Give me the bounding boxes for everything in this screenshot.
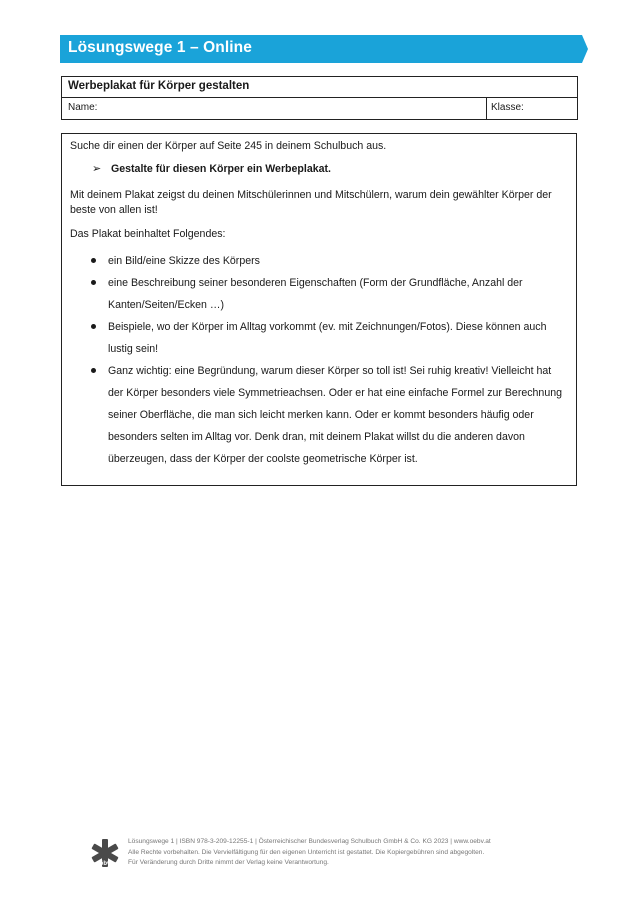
bullet-icon bbox=[91, 368, 96, 373]
klasse-field[interactable]: Klasse: bbox=[491, 102, 524, 113]
task-instruction bbox=[92, 162, 568, 177]
bullet-icon bbox=[91, 324, 96, 329]
list-item-text: eine Beschreibung seiner besonderen Eigenschaften (Form der Grundfläche, Anzahl der Kanten/Seiten/Ecken …) bbox=[108, 277, 523, 311]
name-field[interactable]: Name: bbox=[62, 98, 487, 119]
task-box bbox=[61, 133, 577, 486]
banner-title: Lösungswege 1 – Online bbox=[68, 39, 252, 56]
bullet-icon bbox=[91, 258, 96, 263]
requirements-list bbox=[70, 250, 568, 470]
footer-text bbox=[128, 837, 491, 869]
list-item-text: Ganz wichtig: eine Begründung, warum dieser Körper so toll ist! Sei ruhig kreativ! Vielleicht hat der Körper besonders viele Symmetrieachsen. Oder er hat eine einfache Formel zur Berechnung seiner Oberfläche, die man sich leicht merken kann. Oder er kommt besonders häufig oder besonders selten im Alltag vor. Denk dran, mit deinem Plakat willst du die anderen davon überzeugen, dass der Körper der coolste geometrische Körper ist. bbox=[108, 365, 563, 465]
footer-line: Lösungswege 1 | ISBN 978-3-209-12255-1 | Österreichischer Bundesverlag Schulbuch GmbH & Co. KG 2023 | www.oebv.at bbox=[128, 838, 491, 845]
worksheet-title: Werbeplakat für Körper gestalten bbox=[62, 77, 577, 98]
list-item-text: Beispiele, wo der Körper im Alltag vorkommt (ev. mit Zeichnungen/Fotos). Diese können auch lustig sein! bbox=[108, 321, 547, 355]
list-item bbox=[70, 250, 568, 272]
footer-line: Alle Rechte vorbehalten. Die Vervielfältigung für den eigenen Unterricht ist gestattet. Die Kopiergebühren sind abgegolten. bbox=[128, 848, 485, 856]
footer-line: Für Veränderung durch Dritte nimmt der Verlag keine Verantwortung. bbox=[128, 859, 329, 867]
logo-text: öbv bbox=[99, 861, 111, 867]
arrow-bullet-icon: ➢ bbox=[92, 163, 102, 175]
list-item bbox=[70, 316, 568, 360]
worksheet-header bbox=[61, 76, 578, 120]
list-item-text: ein Bild/eine Skizze des Körpers bbox=[108, 255, 260, 267]
title-banner bbox=[60, 35, 588, 63]
list-intro: Das Plakat beinhaltet Folgendes: bbox=[70, 228, 226, 240]
task-intro: Suche dir einen der Körper auf Seite 245 in deinem Schulbuch aus. bbox=[70, 140, 387, 152]
task-paragraph: Mit deinem Plakat zeigst du deinen Mitschülerinnen und Mitschülern, warum dein gewählter Körper der beste von allen ist! bbox=[70, 189, 552, 216]
task-instruction-text: Gestalte für diesen Körper ein Werbeplakat. bbox=[111, 163, 331, 175]
student-info-row bbox=[62, 98, 577, 119]
list-item bbox=[70, 272, 568, 316]
footer bbox=[90, 837, 570, 877]
list-item bbox=[70, 360, 568, 470]
bullet-icon bbox=[91, 280, 96, 285]
